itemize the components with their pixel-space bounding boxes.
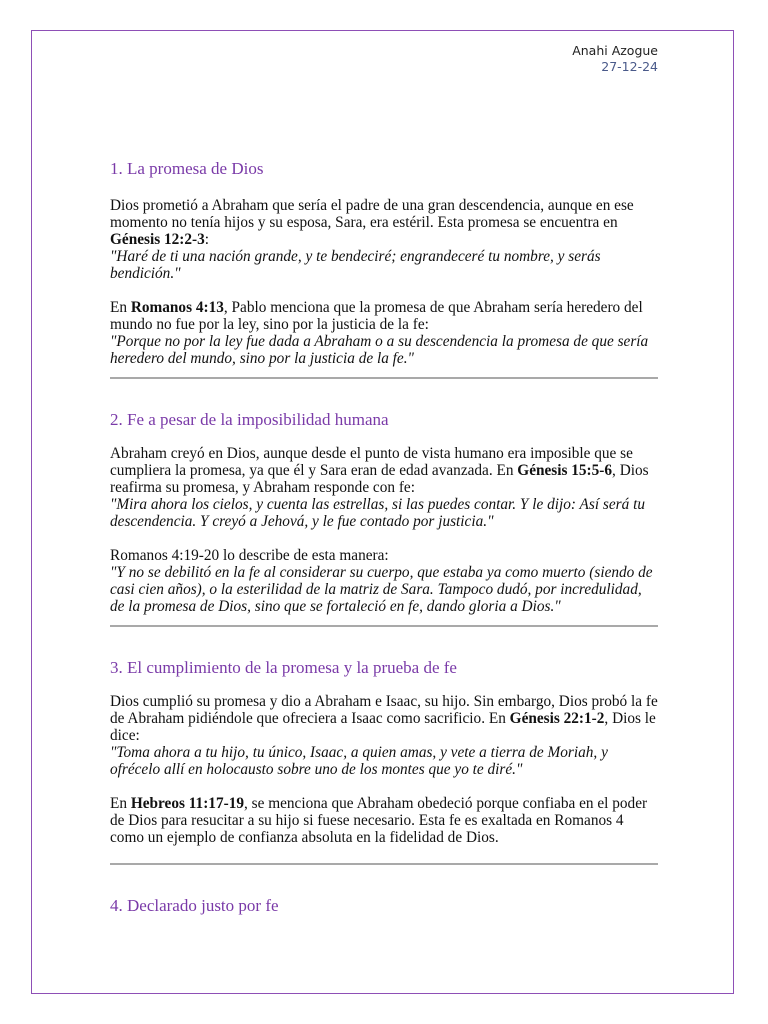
section-2-paragraph-2: Romanos 4:19-20 lo describe de esta manera:	[110, 547, 389, 564]
section-3-paragraph-1: Dios cumplió su promesa y dio a Abraham e Isaac, su hijo. Sin embargo, Dios probó la fe de Abraham pidiéndole que ofreciera a Isaac como sacrificio. En Génesis 22:1-2, Dios le dice:	[110, 693, 658, 744]
section-2-quote-1: "Mira ahora los cielos, y cuenta las estrellas, si las puedes contar. Y le dijo: Así será tu descendencia. Y creyó a Jehová, y le fue contado por justicia."	[110, 496, 645, 530]
section-2-paragraph-1: Abraham creyó en Dios, aunque desde el punto de vista humano era imposible que se cumpliera la promesa, ya que él y Sara eran de edad avanzada. En Génesis 15:5-6, Dios reafirma su promesa, y Abraham responde con fe:	[110, 445, 649, 496]
section-1-quote-2: "Porque no por la ley fue dada a Abraham o a su descendencia la promesa de que sería heredero del mundo, sino por la justicia de la fe."	[110, 333, 649, 367]
document-header	[572, 43, 658, 75]
section-4-heading: 4. Declarado justo por fe	[110, 896, 279, 915]
author-name: Anahi Azogue	[572, 43, 658, 58]
section-2-heading: 2. Fe a pesar de la imposibilidad humana	[110, 410, 389, 429]
section-2-quote-2: "Y no se debilitó en la fe al considerar su cuerpo, que estaba ya como muerto (siendo de casi cien años), o la esterilidad de la matriz de Sara. Tampoco dudó, por incredulidad, de la promesa de Dios, sino que se fortaleció en fe, dando gloria a Dios."	[110, 564, 653, 615]
scripture-reference: Romanos 4:13	[130, 299, 224, 316]
section-1-paragraph-2: En Romanos 4:13, Pablo menciona que la promesa de que Abraham sería heredero del mundo no fue por la ley, sino por la justicia de la fe:	[110, 299, 643, 333]
section-1-quote-1: "Haré de ti una nación grande, y te bendeciré; engrandeceré tu nombre, y serás bendición."	[110, 248, 601, 282]
scripture-reference: Hebreos 11:17-19	[130, 795, 244, 812]
section-3-heading: 3. El cumplimiento de la promesa y la prueba de fe	[110, 658, 457, 677]
section-3-quote-1: "Toma ahora a tu hijo, tu único, Isaac, a quien amas, y vete a tierra de Moriah, y ofrécelo allí en holocausto sobre uno de los montes que yo te diré."	[110, 744, 608, 778]
section-3-paragraph-2: En Hebreos 11:17-19, se menciona que Abraham obedeció porque confiaba en el poder de Dios para resucitar a su hijo si fuese necesario. Esta fe es exaltada en Romanos 4 como un ejemplo de confianza absoluta en la fidelidad de Dios.	[110, 795, 648, 846]
section-1-heading: 1. La promesa de Dios	[110, 159, 264, 178]
scripture-reference: Génesis 22:1-2	[509, 710, 605, 727]
scripture-reference: Génesis 15:5-6	[517, 462, 613, 479]
section-1-paragraph-1: Dios prometió a Abraham que sería el padre de una gran descendencia, aunque en ese momento no tenía hijos y su esposa, Sara, era estéril. Esta promesa se encuentra en Génesis 12:2-3:	[110, 197, 634, 248]
document-body	[110, 159, 658, 916]
document-date: 27-12-24	[601, 59, 658, 74]
scripture-reference: Génesis 12:2-3	[110, 231, 205, 248]
